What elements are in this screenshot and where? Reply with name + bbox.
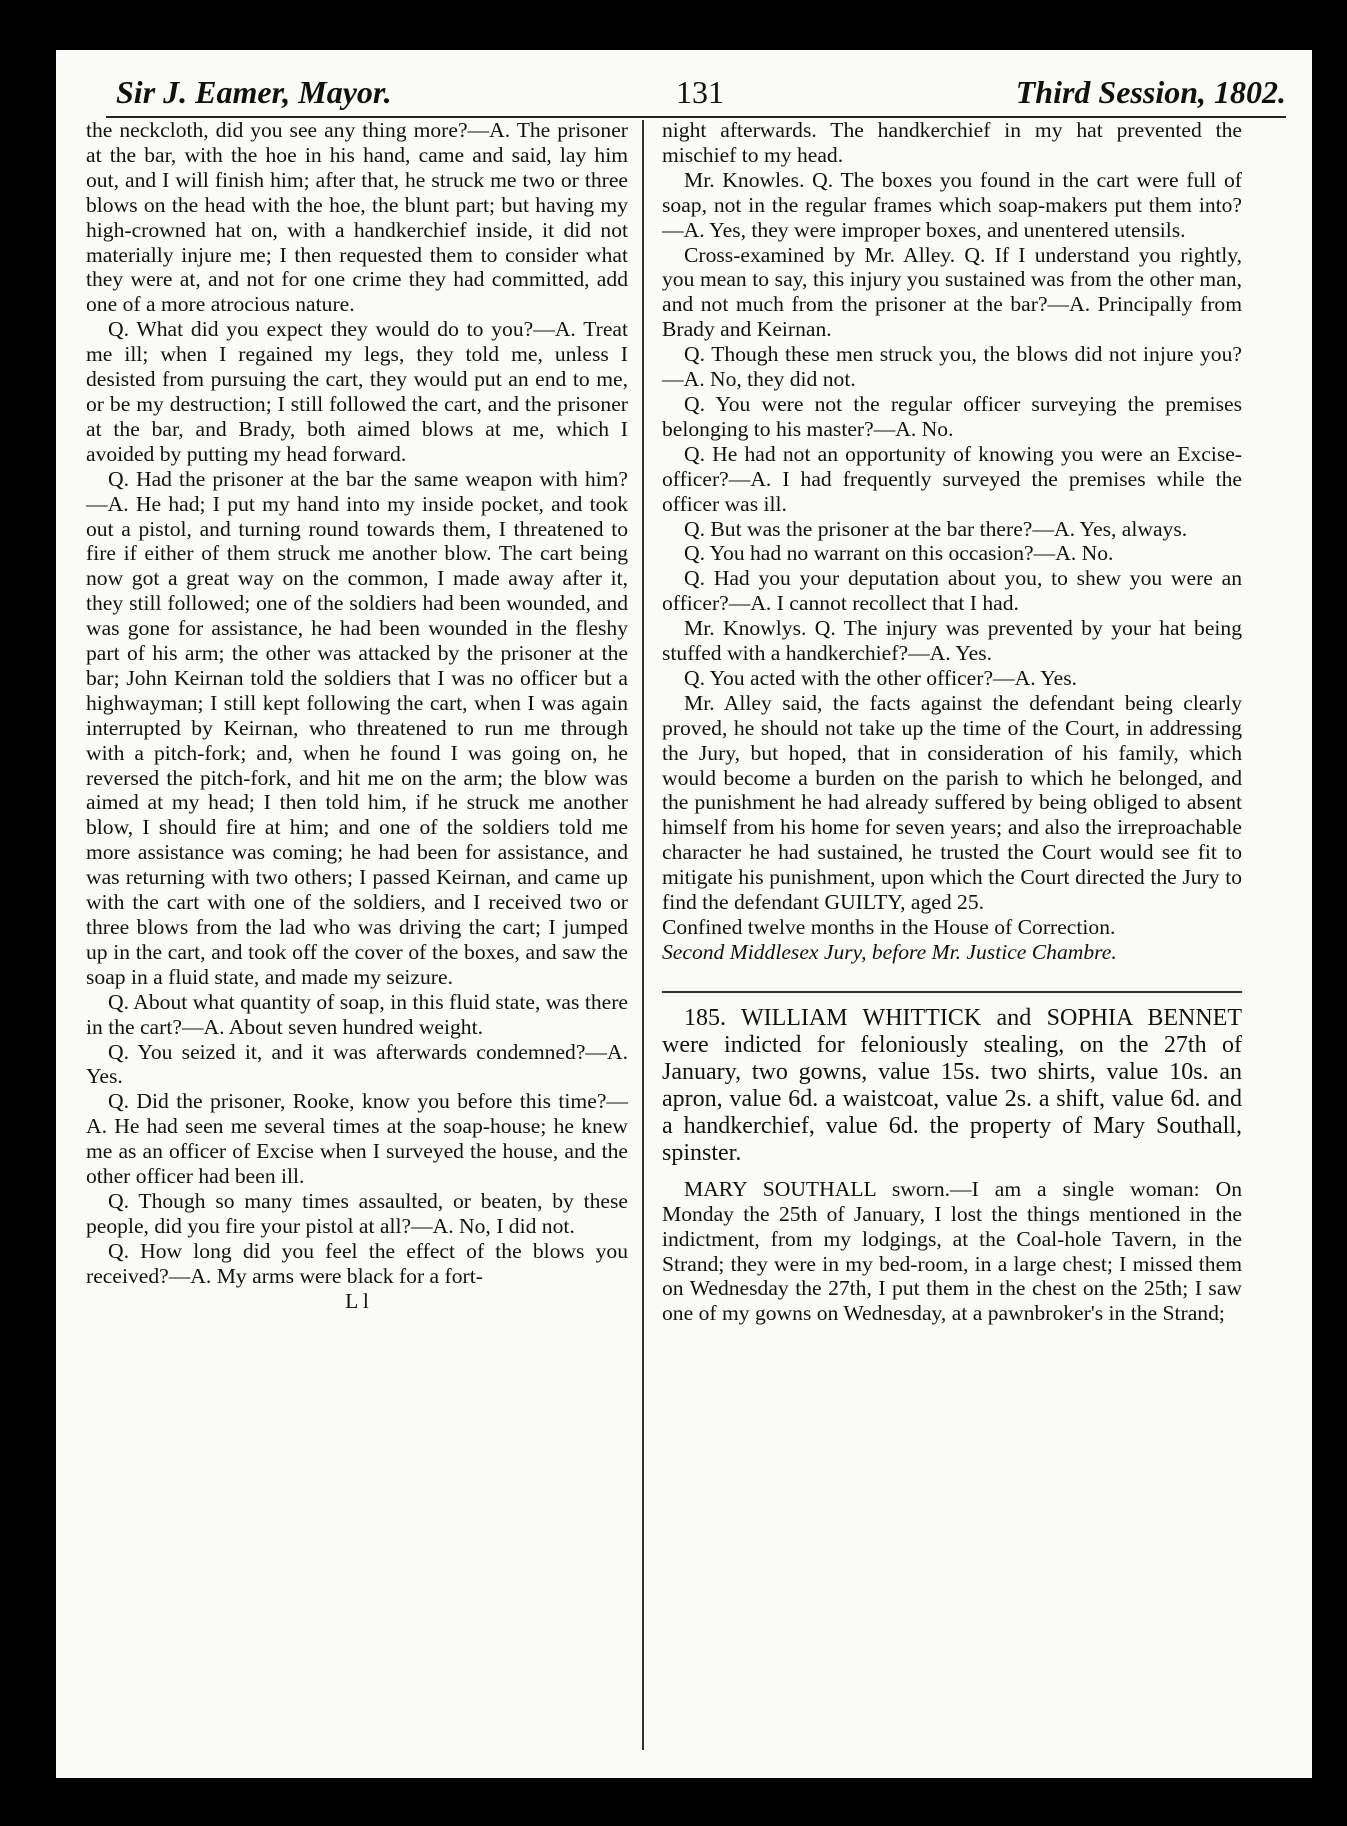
testimony: MARY SOUTHALL sworn.—I am a single woman: On Monday the 25th of January, I lost the things mentioned in the indictment, from my lodgings, at the Coal-hole Tavern, in the Strand; they were in my bed-room, in a large chest; I missed them on Wednesday the 27th, I put them in the chest on the 25th; I saw one of my gowns on Wednesday, at a pawnbroker's in the Strand; <box>662 1176 1242 1326</box>
paragraph: Q. Though so many times assaulted, or beaten, by these people, did you fire your pistol at all?—A. No, I did not. <box>86 1188 628 1238</box>
paragraph: Q. How long did you feel the effect of the blows you received?—A. My arms were black for a fort- <box>86 1238 628 1288</box>
paragraph: Q. Had you your deputation about you, to shew you were an officer?—A. I cannot recollect that I had. <box>662 566 1242 616</box>
paragraph: Q. About what quantity of soap, in this fluid state, was there in the cart?—A. About seven hundred weight. <box>86 989 628 1039</box>
column-divider <box>642 120 644 1750</box>
case-heading: 185. WILLIAM WHITTICK and SOPHIA BENNET were indicted for feloniously stealing, on the 27th of January, two gowns, value 15s. two shirts, value 10s. an apron, value 6d. a waistcoat, value 2s. a shift, value 6d. and a handkerchief, value 6d. the property of Mary Southall, spinster. <box>662 1004 1242 1166</box>
paragraph: Q. You were not the regular officer surveying the premises belonging to his master?—A. No. <box>662 391 1242 441</box>
paragraph: Q. Did the prisoner, Rooke, know you before this time?—A. He had seen me several times at the soap-house; he knew me as an officer of Excise when I surveyed the house, and the other officer had been ill. <box>86 1089 628 1189</box>
header-right: Third Session, 1802. <box>1015 74 1286 110</box>
jury-line: Second Middlesex Jury, before Mr. Justice Chambre. <box>662 939 1117 964</box>
paragraph: Q. Had the prisoner at the bar the same weapon with him?—A. He had; I put my hand into my inside pocket, and took out a pistol, and turning round towards them, I threatened to fire if either of them struck me another blow. The cart being now got a great way on the common, I made away after it, they still followed; one of the soldiers had been wounded, and was gone for assistance, he had been wounded in the fleshy part of his arm; the other was attacked by the prisoner at the bar; John Keirnan told the soldiers that I was no officer but a highwayman; I still kept following the cart, when I was again interrupted by Keirnan, who threatened to run me through with a pitch-fork; and, when he found I was going on, he reversed the pitch-fork, and hit me on the arm; the blow was aimed at my head; I then told him, if he struck me another blow, I should fire at him; and one of the soldiers told me more assistance was coming; he had been for assistance, and was returning with two others; I passed Keirnan, and came up with the cart with one of the soldiers, and I received two or three blows from the lad who was driving the cart; I jumped up in the cart, and took off the cover of the boxes, and saw the soap in a fluid state, and made my seizure. <box>86 466 628 989</box>
paragraph: Q. He had not an opportunity of knowing you were an Excise-officer?—A. I had frequently surveyed the premises while the officer was ill. <box>662 441 1242 516</box>
paragraph: Q. You acted with the other officer?—A. Yes. <box>684 665 1078 690</box>
paragraph: Mr. Alley said, the facts against the defendant being clearly proved, he should not take up the time of the Court, in addressing the Jury, but hoped, that in consideration of his family, which would become a burden on the parish to which he belonged, and the punishment he had already suffered by being obliged to absent himself from his home for seven years; and also the irreproachable character he had sustained, he trusted the Court would see fit to mitigate his punishment, upon which the Court directed the Jury to find the defendant GUILTY, aged 25. <box>662 690 1242 915</box>
signature-mark: L l <box>345 1288 369 1313</box>
case-185 <box>662 991 1242 1326</box>
paragraph: Q. You seized it, and it was afterwards condemned?—A. Yes. <box>86 1039 628 1089</box>
paragraph: Cross-examined by Mr. Alley. Q. If I understand you rightly, you mean to say, this injury you sustained was from the other man, and not much from the prisoner at the bar?—A. Principally from Brady and Keirnan. <box>662 242 1242 342</box>
right-column <box>662 118 1242 1326</box>
left-column <box>86 118 628 1314</box>
page-number: 131 <box>676 74 724 110</box>
paragraph: the neckcloth, did you see any thing more?—A. The prisoner at the bar, with the hoe in his hand, came and said, lay him out, and I will finish him; after that, he struck me two or three blows on the head with the hoe, the blunt part; but having my high-crowned hat on, with a handkerchief inside, it did not materially injure me; I then requested them to consider what they were at, and not for one crime they had committed, add one of a more atrocious nature. <box>86 118 628 317</box>
document-page <box>56 50 1312 1778</box>
paragraph: night afterwards. The handkerchief in my hat prevented the mischief to my head. <box>662 118 1242 167</box>
header-left: Sir J. Eamer, Mayor. <box>116 74 392 110</box>
paragraph: Mr. Knowles. Q. The boxes you found in the cart were full of soap, not in the regular frames which soap-makers put them into?—A. Yes, they were improper boxes, and unentered utensils. <box>662 167 1242 242</box>
paragraph: Q. Though these men struck you, the blows did not injure you?—A. No, they did not. <box>662 342 1242 392</box>
paragraph: Q. What did you expect they would do to you?—A. Treat me ill; when I regained my legs, they told me, unless I desisted from pursuing the cart, they would put an end to me, or be my destruction; I still followed the cart, and the prisoner at the bar, and Brady, both aimed blows at me, which I avoided by putting my head forward. <box>86 317 628 466</box>
paragraph: Q. But was the prisoner at the bar there?—A. Yes, always. <box>684 516 1188 541</box>
sentence-line: Confined twelve months in the House of Correction. <box>662 915 1116 939</box>
paragraph: Q. You had no warrant on this occasion?—A. No. <box>684 541 1114 566</box>
paragraph: Mr. Knowlys. Q. The injury was prevented by your hat being stuffed with a handkerchief?—A. Yes. <box>662 616 1242 666</box>
running-header <box>116 74 1286 118</box>
